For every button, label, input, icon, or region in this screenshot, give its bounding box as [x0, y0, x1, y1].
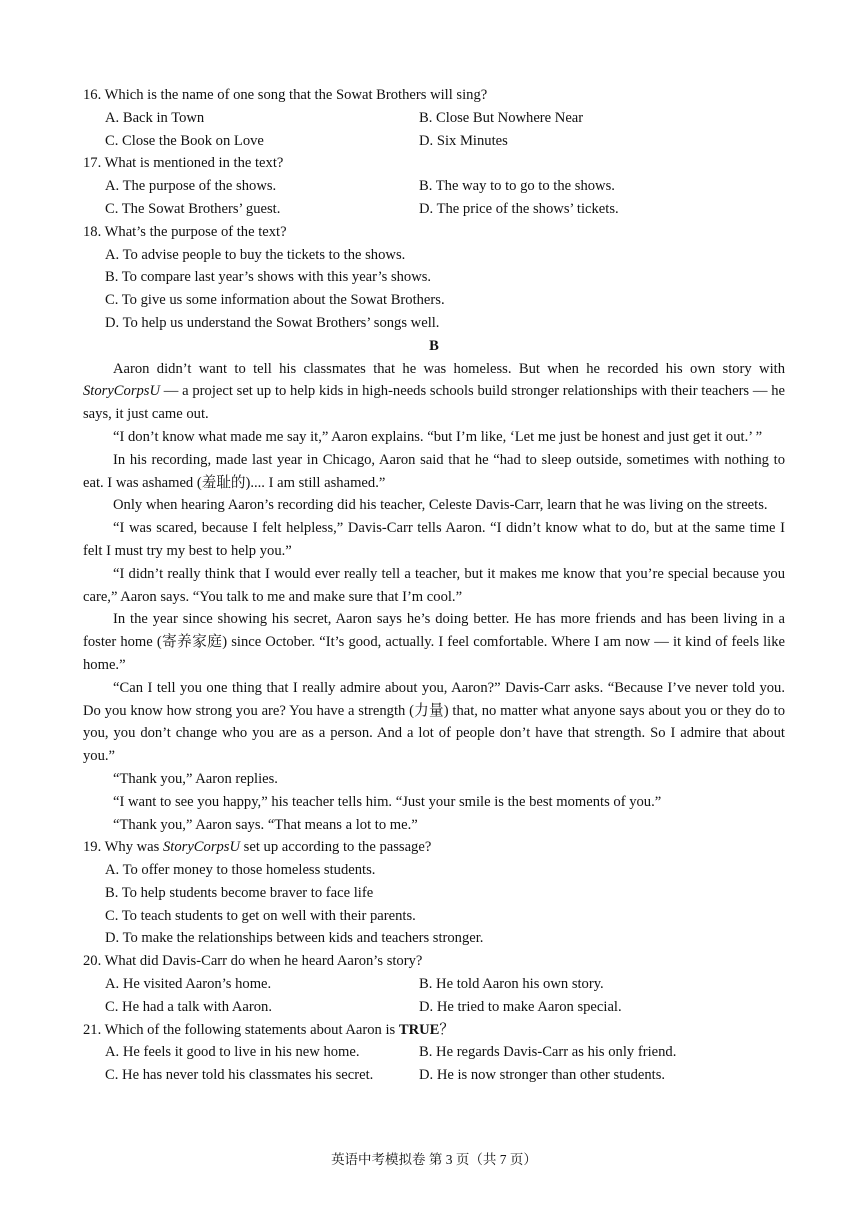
option-d: D. To help us understand the Sowat Brothers’ songs well.: [105, 314, 440, 331]
project-name: StoryCorpsU: [83, 383, 161, 400]
option-b: B. Close But Nowhere Near: [419, 109, 584, 126]
text-run: 21. Which of the following statements about Aaron is: [83, 1021, 399, 1038]
option-c: C. He had a talk with Aaron.: [105, 998, 272, 1015]
exam-page: [83, 84, 785, 1087]
question-17-options-row-2: [83, 198, 785, 221]
option-c: C. Close the Book on Love: [105, 132, 264, 149]
passage-paragraph: Only when hearing Aaron’s recording did his teacher, Celeste Davis-Carr, learn that he was living on the streets.: [113, 497, 768, 514]
option-c: C. To give us some information about the Sowat Brothers.: [105, 292, 445, 309]
emphasis: TRUE: [398, 1021, 440, 1038]
question-20-options-row-2: [83, 996, 785, 1019]
passage-paragraph: “I was scared, because I felt helpless,” Davis-Carr tells Aaron. “I didn’t know what to do, but at the same time I felt I must try my best to help you.”: [83, 520, 785, 559]
question-16-stem: 16. Which is the name of one song that the Sowat Brothers will sing?: [83, 87, 488, 103]
passage-paragraph: [83, 358, 785, 426]
option-a: A. He feels it good to live in his new home.: [105, 1044, 360, 1061]
question-16-options-row-1: [83, 107, 785, 130]
option-d: D. He is now stronger than other students.: [419, 1067, 666, 1084]
passage-paragraph: “I didn’t really think that I would ever really tell a teacher, but it makes me know that you’re special because you care,” Aaron says. “You talk to me and make sure that I’m cool.”: [83, 565, 785, 605]
option-a: A. Back in Town: [105, 109, 205, 126]
question-21-options-row-1: [83, 1041, 785, 1064]
option-a: A. He visited Aaron’s home.: [105, 976, 272, 993]
text-run: Aaron didn’t want to tell his classmates that he was homeless. But when he recorded his own story with: [113, 360, 785, 377]
question-20-options-row-1: [83, 973, 785, 996]
option-b: B. The way to to go to the shows.: [419, 178, 615, 195]
option-c: C. To teach students to get on well with their parents.: [105, 907, 416, 924]
passage-paragraph: “I don’t know what made me say it,” Aaron explains. “but I’m like, ‘Let me just be honest and just get it out.’ ”: [113, 428, 763, 445]
option-d: D. The price of the shows’ tickets.: [419, 200, 619, 217]
option-d: D. Six Minutes: [419, 132, 508, 149]
page-footer: 英语中考模拟卷 第 3 页（共 7 页）: [331, 1152, 537, 1167]
option-a: A. To advise people to buy the tickets to the shows.: [105, 246, 406, 263]
passage-paragraph: “Thank you,” Aaron replies.: [113, 770, 278, 787]
question-20-stem: 20. What did Davis-Carr do when he heard Aaron’s story?: [83, 953, 423, 970]
passage-paragraph: “I want to see you happy,” his teacher tells him. “Just your smile is the best moments of you.”: [113, 793, 662, 810]
option-b: B. To help students become braver to face life: [105, 884, 374, 901]
text-run: 19. Why was: [83, 839, 163, 856]
option-d: D. He tried to make Aaron special.: [419, 998, 622, 1015]
question-17-stem: 17. What is mentioned in the text?: [83, 155, 284, 172]
passage-paragraph: “Can I tell you one thing that I really admire about you, Aaron?” Davis-Carr asks. “Because I’ve never told you. Do you know how strong you are? You have a strength (力量) that, no matter what anyone says about you or they do to you, you don’t change who you are as a person. And a lot of people don’t have that strength. So I admire that about you.”: [83, 679, 785, 765]
option-c: C. He has never told his classmates his secret.: [105, 1067, 374, 1084]
question-21-options-row-2: [83, 1064, 785, 1087]
passage-paragraph: In his recording, made last year in Chicago, Aaron said that he “had to sleep outside, sometimes with nothing to eat. I was ashamed (羞耻的).... I am still ashamed.”: [83, 451, 785, 491]
option-c: C. The Sowat Brothers’ guest.: [105, 200, 281, 217]
option-d: D. To make the relationships between kids and teachers stronger.: [105, 930, 484, 947]
option-b: B. He told Aaron his own story.: [419, 976, 604, 993]
question-16-options-row-2: [83, 130, 785, 153]
question-21-stem: [83, 1019, 785, 1042]
question-18-stem: 18. What’s the purpose of the text?: [83, 223, 287, 240]
option-a: A. The purpose of the shows.: [105, 178, 277, 195]
text-run: set up according to the passage?: [240, 839, 432, 856]
option-a: A. To offer money to those homeless students.: [105, 862, 376, 879]
section-title: B: [429, 337, 439, 354]
option-b: B. To compare last year’s shows with this year’s shows.: [105, 269, 432, 286]
project-name: StoryCorpsU: [163, 839, 241, 856]
text-run: ？: [439, 1021, 455, 1038]
option-b: B. He regards Davis-Carr as his only friend.: [419, 1044, 677, 1061]
question-17-options-row-1: [83, 175, 785, 198]
passage-paragraph: “Thank you,” Aaron says. “That means a lot to me.”: [113, 816, 418, 833]
passage-paragraph: In the year since showing his secret, Aaron says he’s doing better. He has more friends and has been living in a foster home (寄养家庭) since October. “It’s good, actually. I feel comfortable. Where I am now — it kind of feels like home.”: [83, 611, 785, 673]
text-run: — a project set up to help kids in high-needs schools build stronger relationships with their teachers — he says, it just came out.: [83, 383, 785, 423]
question-19-stem: [83, 836, 785, 859]
